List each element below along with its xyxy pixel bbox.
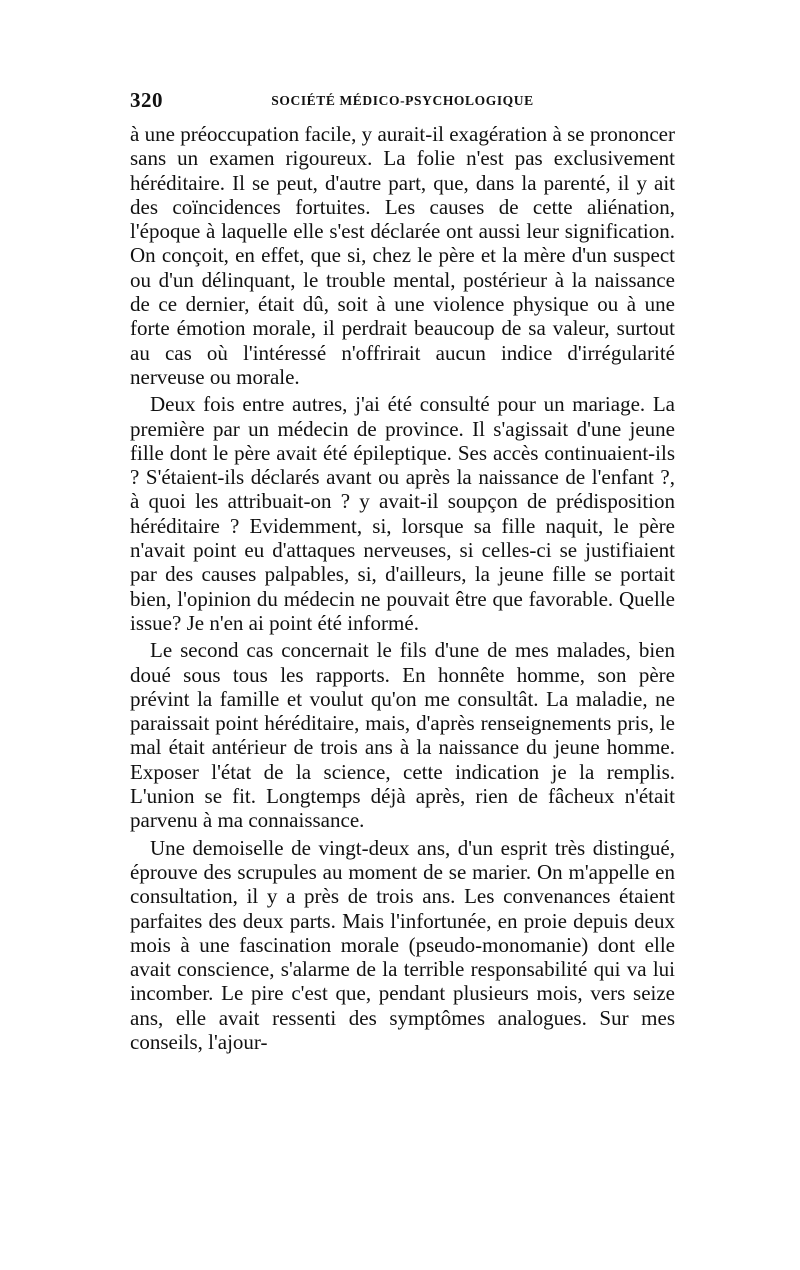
paragraph-second-case: Le second cas concernait le fils d'une de mes malades, bien doué sous tous les rapports. En honnête homme, son père prévint la famille et voulut qu'on me consultât. La maladie, ne paraissait point héréditaire, mais, d'après renseignements pris, le mal était antérieur de trois ans à la naissance du jeune homme. Exposer l'état de la science, cette indication je la remplis. L'union se fit. Longtemps déjà après, rien de fâcheux n'était parvenu à ma connaissance.: [130, 638, 675, 833]
running-head: [130, 88, 675, 118]
paragraph-third-case: Une demoiselle de vingt-deux ans, d'un esprit très distingué, éprouve des scrupules au moment de se marier. On m'appelle en consultation, il y a près de trois ans. Les convenances étaient parfaites des deux parts. Mais l'infortunée, en proie depuis deux mois à une fascination morale (pseudo-monomanie) dont elle avait conscience, s'alarme de la terrible responsabilité qui va lui incomber. Le pire c'est que, pendant plusieurs mois, vers seize ans, elle avait ressenti des symptômes analogues. Sur mes conseils, l'ajour-: [130, 835, 675, 1054]
journal-title: SOCIÉTÉ MÉDICO-PSYCHOLOGIQUE: [271, 93, 534, 108]
paragraph-continuation: à une préoccupation facile, y aurait-il exagération à se prononcer sans un examen rigoureux. La folie n'est pas exclusivement héréditaire. Il se peut, d'autre part, que, dans la parenté, il y ait des coïncidences fortuites. Les causes de cette aliénation, l'époque à laquelle elle s'est déclarée ont aussi leur signification. On conçoit, en effet, que si, chez le père et la mère d'un suspect ou d'un délinquant, le trouble mental, postérieur à la naissance de ce dernier, était dû, soit à une violence physique ou à une forte émotion morale, il perdrait beaucoup de sa valeur, surtout au cas où l'intéressé n'offrirait aucun indice d'irrégularité nerveuse ou morale.: [130, 122, 675, 389]
body-text: [130, 122, 675, 1054]
page-number: 320: [130, 88, 163, 112]
book-page: [130, 88, 675, 1057]
paragraph-first-case: Deux fois entre autres, j'ai été consulté pour un mariage. La première par un médecin de province. Il s'agissait d'une jeune fille dont le père avait été épileptique. Ses accès continuaient-ils ? S'étaient-ils déclarés avant ou après la naissance de l'enfant ?, à quoi les attribuait-on ? y avait-il soupçon de prédisposition héréditaire ? Evidemment, si, lorsque sa fille naquit, le père n'avait point eu d'attaques nerveuses, si celles-ci se justifiaient par des causes palpables, si, d'ailleurs, la jeune fille se portait bien, l'opinion du médecin ne pouvait être que favorable. Quelle issue? Je n'en ai point été informé.: [130, 392, 675, 635]
